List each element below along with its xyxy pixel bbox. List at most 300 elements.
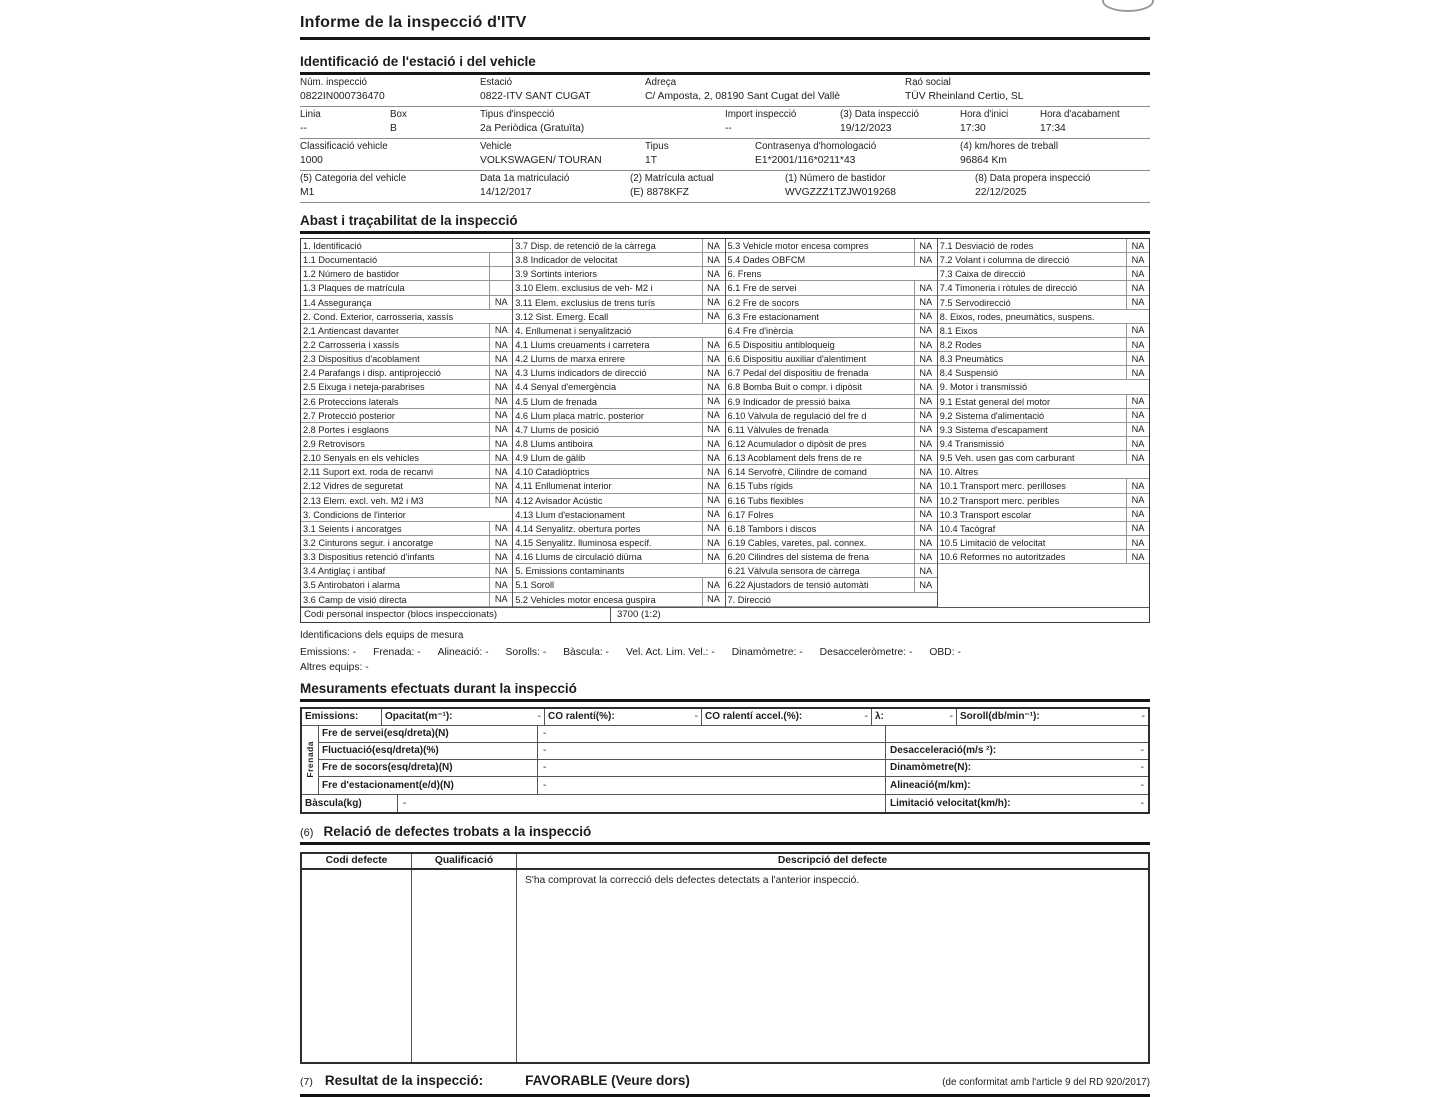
other-equipment-label: Altres equips:	[300, 661, 363, 673]
measurement-cell	[545, 709, 702, 725]
inspection-item-status: NA	[1126, 395, 1149, 408]
inspection-item-status: NA	[1126, 536, 1149, 549]
brake-row	[319, 777, 1148, 794]
inspection-item	[513, 564, 724, 578]
inspection-item-label: 8. Eixos, rodes, pneumàtics, suspens.	[939, 311, 1095, 322]
inspection-item-label: 2.9 Retrovisors	[303, 438, 365, 449]
inspection-item	[938, 281, 1149, 295]
inspection-item-label: 3.11 Elem. exclusius de trens turís	[515, 297, 655, 308]
inspection-item-status: NA	[914, 479, 937, 492]
inspection-item	[726, 253, 937, 267]
inspection-item-label: 1.3 Plaques de matrícula	[303, 283, 405, 294]
inspection-item	[301, 536, 512, 550]
equipment-id	[929, 647, 960, 658]
inspection-item-label: 5.4 Dades OBFCM	[727, 255, 806, 266]
inspection-item	[726, 494, 937, 508]
station-field	[480, 109, 725, 135]
inspection-item	[513, 310, 724, 324]
inspection-item	[513, 494, 724, 508]
inspection-item	[938, 310, 1149, 324]
measurement-label: Opacitat(m⁻¹):	[385, 711, 453, 723]
inspection-item-label: 2.12 Vidres de seguretat	[303, 481, 403, 492]
inspection-item	[726, 267, 937, 281]
inspection-item-label: 3.6 Camp de visió directa	[303, 594, 407, 605]
inspection-item	[301, 239, 512, 253]
equipment-value: -	[796, 646, 803, 658]
brake-right-cell	[885, 726, 1148, 742]
inspection-item	[513, 423, 724, 437]
inspection-item-status: NA	[1126, 508, 1149, 521]
equipment-value: -	[954, 646, 961, 658]
inspection-item-label: 3.1 Seients i ancoratges	[303, 523, 402, 534]
inspection-item-label: 3.10 Elem. exclusius de veh- M2 i	[515, 283, 653, 294]
field-label: Classificació vehicle	[300, 141, 388, 152]
inspection-item-label: 7.5 Servodirecció	[939, 297, 1011, 308]
station-row	[300, 75, 1150, 107]
field-label: Tipus d'inspecció	[480, 109, 555, 120]
inspection-item	[301, 550, 512, 564]
inspection-item-status	[489, 281, 512, 294]
inspection-item-status: NA	[489, 494, 512, 507]
brake-rows	[319, 726, 1148, 794]
inspection-item	[513, 508, 724, 522]
equipment-label: Emissions:	[300, 646, 350, 658]
inspection-item	[726, 550, 937, 564]
equipment-id	[626, 647, 715, 658]
inspection-item	[938, 366, 1149, 380]
inspection-item-label: 4.2 Llums de marxa enrere	[515, 354, 626, 365]
right-measure-label: Desacceleració(m/s ²):	[890, 745, 997, 757]
inspection-item-label: 3.5 Antirobatori i alarma	[303, 580, 401, 591]
inspection-item-label: 2.4 Parafangs i disp. antiprojecció	[303, 368, 441, 379]
emissions-row-label-cell	[302, 709, 382, 725]
inspection-item-status: NA	[1126, 522, 1149, 535]
inspection-item	[726, 536, 937, 550]
scope-column	[513, 239, 725, 607]
field-label: Box	[390, 109, 407, 120]
field-label: (5) Categoria del vehicle	[300, 173, 407, 184]
inspection-item	[301, 564, 512, 578]
inspection-item-status: NA	[489, 366, 512, 379]
field-value: 96864 Km	[960, 155, 1007, 166]
inspection-item-label: 8.1 Eixos	[939, 325, 978, 336]
inspection-item	[301, 409, 512, 423]
inspection-item	[726, 380, 937, 394]
inspection-item	[301, 281, 512, 295]
frenada-vertical-label	[302, 726, 319, 794]
inspection-item-status: NA	[702, 296, 725, 309]
emissions-row-label: Emissions:	[305, 711, 359, 723]
inspection-item-label: 6. Frens	[727, 269, 762, 280]
equipment-id	[563, 647, 609, 658]
right-measure-label: Dinamòmetre(N):	[890, 762, 972, 774]
field-value: 14/12/2017	[480, 187, 532, 198]
inspection-item-status: NA	[1126, 366, 1149, 379]
field-value: --	[725, 123, 732, 134]
inspection-item-label: 4.15 Senyalitz. lluminosa específ.	[515, 537, 652, 548]
inspection-item-status: NA	[702, 395, 725, 408]
brake-measure-label: Fre de socors(esq/dreta)(N)	[319, 760, 538, 776]
inspection-item	[726, 395, 937, 409]
defects-table-header	[302, 854, 1148, 870]
scope-columns	[301, 239, 1149, 607]
emissions-row	[302, 709, 1148, 726]
inspection-item-status: NA	[1126, 550, 1149, 563]
inspection-item-status: NA	[702, 508, 725, 521]
inspection-item-label: 3.9 Sortints interiors	[515, 269, 597, 280]
station-field	[630, 173, 785, 199]
measurements-heading: Mesuraments efectuats durant la inspecció	[300, 679, 1150, 702]
inspection-item	[301, 324, 512, 338]
inspection-item-status: NA	[914, 451, 937, 464]
field-value: (E) 8878KFZ	[630, 187, 689, 198]
result-note: (de conformitat amb l'article 9 del RD 920/2017)	[942, 1076, 1150, 1088]
inspection-item	[301, 296, 512, 310]
inspection-item	[938, 508, 1149, 522]
bascula-row	[302, 795, 1148, 812]
inspection-item-status: NA	[489, 593, 512, 606]
inspection-item-label: 4.7 Llums de posició	[515, 424, 600, 435]
inspection-item	[726, 310, 937, 324]
inspection-item-status: NA	[489, 536, 512, 549]
station-field	[300, 173, 480, 199]
inspection-item	[301, 253, 512, 267]
inspection-item-label: 2.5 Eixuga i neteja-parabrises	[303, 382, 425, 393]
measurement-cell	[702, 709, 872, 725]
station-row	[300, 139, 1150, 171]
report-title: Informe de la inspecció d'ITV	[300, 14, 1150, 40]
inspection-item-label: 6.7 Pedal del dispositiu de frenada	[727, 368, 869, 379]
inspection-item-label: 9.2 Sistema d'alimentació	[939, 410, 1045, 421]
field-label: Vehicle	[480, 141, 512, 152]
inspection-item	[938, 267, 1149, 281]
inspection-item-status: NA	[489, 380, 512, 393]
inspection-item	[726, 324, 937, 338]
equipment-value: -	[906, 646, 913, 658]
itv-report-document	[300, 14, 1150, 1097]
inspection-item	[513, 479, 724, 493]
inspection-item-label: 4. Enllumenat i senyalització	[515, 325, 632, 336]
inspection-item-label: 4.4 Senyal d'emergència	[515, 382, 617, 393]
inspection-item	[301, 338, 512, 352]
field-value: 17:34	[1040, 123, 1066, 134]
inspection-item-status: NA	[489, 479, 512, 492]
inspection-item-label: 10.1 Transport merc. perilloses	[939, 481, 1066, 492]
inspection-item-status: NA	[914, 338, 937, 351]
inspection-item	[726, 451, 937, 465]
inspection-item-label: 6.8 Bomba Buit o compr. i dipòsit	[727, 382, 862, 393]
inspection-item	[938, 324, 1149, 338]
inspection-item	[938, 253, 1149, 267]
frenada-label-text: Frenada	[305, 741, 315, 778]
inspection-item-label: 4.12 Avisador Acústic	[515, 495, 603, 506]
inspection-item-label: 2.10 Senyals en els vehicles	[303, 453, 419, 464]
right-measure-label: Alineació(m/km):	[890, 779, 971, 791]
inspection-item-status: NA	[914, 380, 937, 393]
inspection-item	[301, 366, 512, 380]
brake-measure-label: Fre de servei(esq/dreta)(N)	[319, 726, 538, 742]
other-equipment-value: -	[365, 661, 369, 673]
inspection-item	[938, 550, 1149, 564]
inspection-item-label: 9. Motor i transmissió	[939, 382, 1028, 393]
inspection-item-status: NA	[1126, 239, 1149, 252]
equipment-label: Dinamòmetre:	[731, 646, 797, 658]
inspection-item	[513, 451, 724, 465]
defect-qualification-header: Qualificació	[412, 854, 517, 868]
inspection-item-label: 2.6 Proteccions laterals	[303, 396, 399, 407]
inspection-item	[301, 522, 512, 536]
inspection-item-label: 6.3 Fre estacionament	[727, 311, 819, 322]
result-section	[300, 1073, 1150, 1097]
brake-row	[319, 743, 1148, 760]
inspection-item-label: 6.6 Dispositiu auxiliar d'alentiment	[727, 354, 867, 365]
defects-table	[300, 852, 1150, 1064]
inspection-item	[513, 380, 724, 394]
inspection-item-status: NA	[1126, 267, 1149, 280]
brake-row	[319, 760, 1148, 777]
inspection-item	[726, 409, 937, 423]
equipment-value: -	[708, 646, 715, 658]
inspection-item-label: 2.8 Portes i esglaons	[303, 424, 389, 435]
inspection-item-label: 6.12 Acumulador o dipòsit de pres	[727, 438, 867, 449]
inspection-item-label: 3.2 Cinturons segur. i ancoratge	[303, 537, 434, 548]
station-field	[905, 77, 1150, 103]
inspection-item-status: NA	[489, 296, 512, 309]
station-field	[300, 77, 480, 103]
field-value: C/ Amposta, 2, 08190 Sant Cugat del Vallè	[645, 91, 841, 102]
field-value: M1	[300, 187, 315, 198]
field-value: 19/12/2023	[840, 123, 892, 134]
inspection-item	[726, 564, 937, 578]
defects-heading	[300, 824, 1150, 845]
inspection-item-label: 4.13 Llum d'estacionament	[515, 509, 625, 520]
station-field	[785, 173, 975, 199]
brake-right-cell	[885, 743, 1148, 759]
inspection-item-status	[489, 267, 512, 280]
field-label: Import inspecció	[725, 109, 797, 120]
inspection-item-label: 6.13 Acoblament dels frens de re	[727, 453, 862, 464]
inspection-item-status: NA	[702, 338, 725, 351]
inspection-item-status: NA	[914, 536, 937, 549]
inspection-item-status: NA	[1126, 494, 1149, 507]
field-label: (3) Data inspecció	[840, 109, 919, 120]
station-row	[300, 171, 1150, 203]
inspection-item-status: NA	[702, 281, 725, 294]
inspection-item-status: NA	[489, 465, 512, 478]
inspection-item	[938, 451, 1149, 465]
inspection-item-status: NA	[1126, 324, 1149, 337]
field-value: --	[300, 123, 307, 134]
inspection-item	[513, 366, 724, 380]
equipment-label: Sorolls:	[505, 646, 540, 658]
inspection-item	[513, 465, 724, 479]
scope-column	[726, 239, 938, 607]
right-measure-value: -	[1140, 779, 1144, 791]
measurement-label: CO ralentí accel.(%):	[705, 711, 803, 723]
inspection-item-status: NA	[702, 380, 725, 393]
scope-table	[300, 238, 1150, 623]
inspection-item-label: 2.7 Protecció posterior	[303, 410, 395, 421]
equipment-value: -	[414, 646, 421, 658]
equipment-id	[820, 647, 913, 658]
inspection-item-status: NA	[702, 310, 725, 323]
inspection-item-status: NA	[702, 465, 725, 478]
equipment-label: OBD:	[929, 646, 955, 658]
inspection-item	[726, 281, 937, 295]
inspection-item	[513, 239, 724, 253]
right-measure-value: -	[1140, 745, 1144, 757]
inspection-item-label: 1.4 Assegurança	[303, 297, 372, 308]
scope-section	[300, 211, 1150, 623]
bascula-label: Bàscula(kg)	[302, 795, 398, 812]
inspection-item-status: NA	[702, 536, 725, 549]
field-label: Raó social	[905, 77, 951, 88]
inspection-item-status: NA	[914, 281, 937, 294]
equipment-value: -	[349, 646, 357, 658]
field-label: (4) km/hores de treball	[960, 141, 1059, 152]
inspection-item-label: 6.20 Cilindres del sistema de frena	[727, 552, 869, 563]
inspection-item	[513, 536, 724, 550]
equipment-id	[438, 647, 489, 658]
brake-measure-label: Fluctuació(esq/dreta)(%)	[319, 743, 538, 759]
inspection-item-status: NA	[489, 578, 512, 591]
equipment-value: -	[602, 646, 609, 658]
inspection-item	[938, 536, 1149, 550]
field-value: 22/12/2025	[975, 187, 1027, 198]
inspection-item	[301, 395, 512, 409]
station-field	[300, 109, 390, 135]
inspection-item-status: NA	[702, 352, 725, 365]
inspection-item-status: NA	[1126, 352, 1149, 365]
equipment-label: Alineació:	[437, 646, 483, 658]
inspection-item-label: 7.4 Timoneria i ròtules de direcció	[939, 283, 1078, 294]
station-field	[480, 77, 645, 103]
inspection-item	[301, 352, 512, 366]
inspection-item-label: 3. Condicions de l'interior	[303, 509, 406, 520]
result-number: (7)	[300, 1075, 313, 1088]
inspection-item-label: 2.11 Suport ext. roda de recanvi	[303, 467, 434, 478]
inspection-item-label: 4.16 Llums de circulació diürna	[515, 552, 642, 563]
inspection-item-status: NA	[702, 494, 725, 507]
equipment-id	[373, 647, 421, 658]
equipment-label: Desacceleròmetre:	[819, 646, 907, 658]
inspection-item	[938, 352, 1149, 366]
defect-code-header: Codi defecte	[302, 854, 412, 868]
field-label: Hora d'inici	[960, 109, 1009, 120]
inspection-item-status: NA	[1126, 338, 1149, 351]
inspection-item-label: 6.18 Tambors i discos	[727, 523, 817, 534]
inspection-item	[513, 395, 724, 409]
inspection-item-label: 7. Direcció	[727, 594, 771, 605]
station-row	[300, 107, 1150, 139]
inspector-code-value: 3700 (1:2)	[617, 609, 661, 621]
inspection-item-label: 1.2 Número de bastidor	[303, 269, 400, 280]
brake-block	[302, 726, 1148, 795]
field-label: (2) Matrícula actual	[630, 173, 714, 184]
inspection-item-label: 6.17 Folres	[727, 509, 774, 520]
inspection-item-status: NA	[914, 239, 937, 252]
equipment-label: Frenada:	[373, 646, 415, 658]
inspection-item-status: NA	[702, 267, 725, 280]
inspection-item	[301, 267, 512, 281]
inspection-item-label: 2.1 Antiencast davanter	[303, 325, 400, 336]
field-label: Data 1a matriculació	[480, 173, 570, 184]
inspection-item-status: NA	[914, 296, 937, 309]
inspection-item-label: 10.6 Reformes no autoritzades	[939, 552, 1066, 563]
speed-limit-value: -	[1140, 797, 1144, 809]
page-curl-decoration	[1102, 0, 1154, 12]
measurement-value: -	[949, 711, 953, 723]
inspection-item	[301, 423, 512, 437]
inspection-item	[513, 352, 724, 366]
field-value: 0822-ITV SANT CUGAT	[480, 91, 591, 102]
station-field	[645, 141, 755, 167]
station-field	[725, 109, 840, 135]
field-label: Linia	[300, 109, 321, 120]
field-label: Estació	[480, 77, 513, 88]
bottom-rule	[300, 1094, 1150, 1097]
inspection-item	[301, 310, 512, 324]
inspection-item-label: 8.2 Rodes	[939, 339, 982, 350]
inspection-item	[938, 494, 1149, 508]
inspection-item	[513, 409, 724, 423]
station-field	[390, 109, 480, 135]
inspection-item	[938, 465, 1149, 479]
inspection-item-status: NA	[702, 578, 725, 591]
inspection-item	[513, 338, 724, 352]
field-value: 1T	[645, 155, 658, 166]
inspection-item-label: 6.4 Fre d'inèrcia	[727, 325, 794, 336]
inspection-item-status: NA	[489, 324, 512, 337]
station-section	[300, 52, 1150, 203]
scope-column	[301, 239, 513, 607]
inspection-item-status: NA	[914, 550, 937, 563]
station-heading: Identificació de l'estació i del vehicle	[300, 52, 1150, 75]
inspection-item	[938, 239, 1149, 253]
inspection-item-status: NA	[702, 409, 725, 422]
equipment-id	[506, 647, 547, 658]
inspection-item-label: 9.3 Sistema d'escapament	[939, 424, 1048, 435]
inspection-item-status: NA	[702, 239, 725, 252]
inspection-item-label: 4.3 Llums indicadors de direcció	[515, 368, 647, 379]
inspection-item-label: 6.5 Dispositiu antibloqueig	[727, 339, 835, 350]
field-label: Tipus	[645, 141, 669, 152]
inspection-item	[513, 437, 724, 451]
field-label: (1) Número de bastidor	[785, 173, 886, 184]
inspection-item-status: NA	[702, 593, 725, 606]
scope-column	[938, 239, 1149, 607]
inspection-item-label: 4.6 Llum placa matríc. posterior	[515, 410, 644, 421]
inspection-item-label: 6.22 Ajustadors de tensió automàti	[727, 580, 869, 591]
field-value: E1*2001/116*0211*43	[755, 155, 856, 166]
inspection-item	[726, 352, 937, 366]
inspection-item	[938, 380, 1149, 394]
inspection-item-status: NA	[914, 310, 937, 323]
inspection-item	[301, 380, 512, 394]
inspection-item-status: NA	[1126, 479, 1149, 492]
field-label: (8) Data propera inspecció	[975, 173, 1091, 184]
defects-table-body	[302, 870, 1148, 1062]
inspection-item	[726, 366, 937, 380]
station-field	[960, 141, 1150, 167]
speed-limit-label: Limitació velocitat(km/h):	[890, 797, 1011, 809]
inspection-item-status: NA	[489, 522, 512, 535]
inspection-item	[513, 253, 724, 267]
brake-measure-value: -	[543, 745, 547, 757]
inspection-item	[513, 593, 724, 607]
inspection-item-status: NA	[702, 366, 725, 379]
inspection-item-label: 6.11 Vàlvules de frenada	[727, 424, 829, 435]
